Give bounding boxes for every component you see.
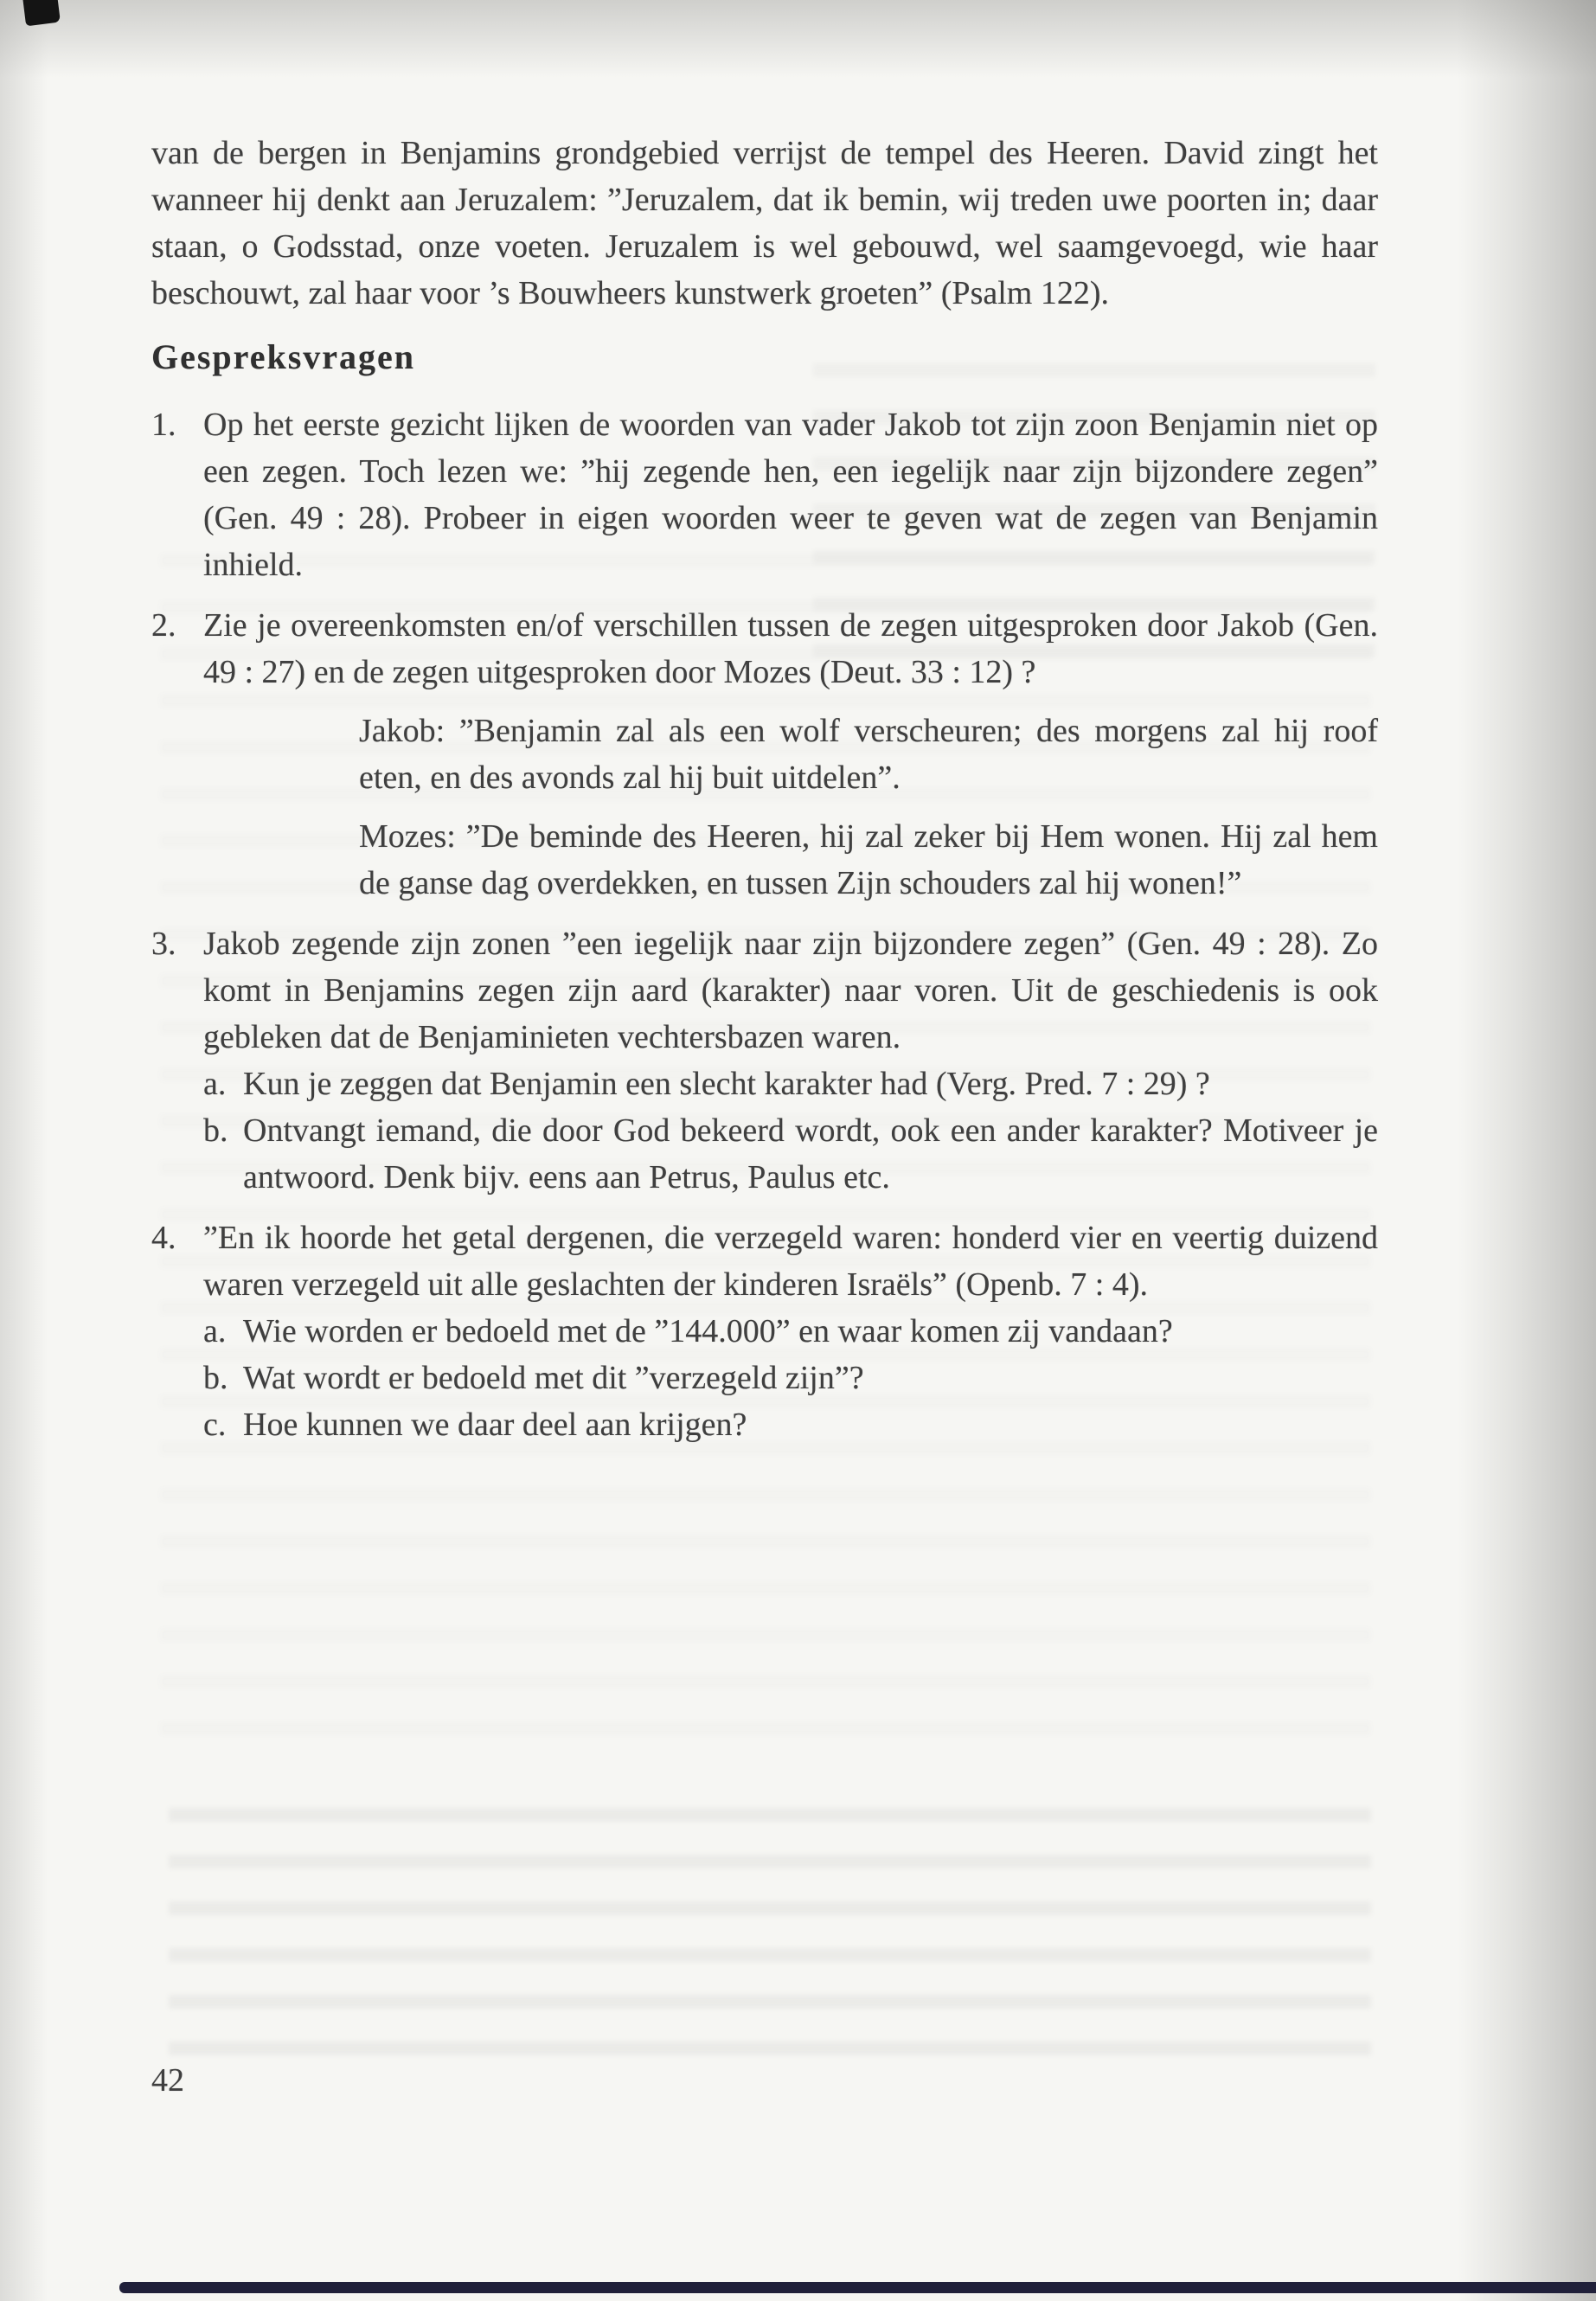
subitem-label: b.: [203, 1112, 228, 1149]
question-item-1: [151, 401, 1378, 588]
subitem-text: Kun je zeggen dat Benjamin een slecht karakter had (Verg. Pred. 7 : 29) ?: [243, 1066, 1210, 1102]
page-edge-shadow: [1458, 0, 1596, 2301]
scan-top-shadow: [0, 0, 1596, 78]
question-text: ”En ik hoorde het getal dergenen, die verzegeld waren: honderd vier en veertig duizend waren verzegeld uit alle geslachten der kinderen Israëls” (Openb. 7 : 4).: [203, 1220, 1378, 1303]
bleed-through-text: [169, 1808, 1371, 2067]
question-number: 4.: [151, 1220, 176, 1256]
subitem-b: [203, 1107, 1378, 1201]
subitem-label: c.: [203, 1407, 227, 1443]
subitem-label: b.: [203, 1360, 228, 1396]
question-text: Jakob zegende zijn zonen ”een iegelijk naar zijn bijzondere zegen” (Gen. 49 : 28). Zo komt in Benjamins zegen zijn aard (karakter) naar voren. Uit de geschiedenis is ook gebleken dat de Benjaminieten vechtersbazen waren.: [203, 926, 1378, 1055]
subitem-a: [203, 1061, 1378, 1107]
question-item-2: [151, 602, 1378, 907]
page-number: 42: [151, 2062, 184, 2099]
subitem-text: Hoe kunnen we daar deel aan krijgen?: [243, 1407, 747, 1443]
book-cover-edge: [119, 2282, 1596, 2293]
question-text: Op het eerste gezicht lijken de woorden van vader Jakob tot zijn zoon Benjamin niet op een zegen. Toch lezen we: ”hij zegende hen, een iegelijk naar zijn bijzondere zegen” (Gen. 49 : 28). Probeer in eigen woorden weer te geven wat de zegen van Benjamin inhield.: [203, 407, 1378, 583]
subitem-text: Wie worden er bedoeld met de ”144.000” en waar komen zij vandaan?: [243, 1313, 1173, 1349]
quote-jakob: Jakob: ”Benjamin zal als een wolf verscheuren; des morgens zal hij roof eten, en des avonds zal hij buit uitdelen”.: [359, 713, 1378, 796]
scan-corner-artifact: [22, 0, 61, 26]
subitem-text: Ontvangt iemand, die door God bekeerd wordt, ook een ander karakter? Motiveer je antwoord. Denk bijv. eens aan Petrus, Paulus etc.: [243, 1112, 1378, 1195]
subitem-c: [203, 1401, 1378, 1448]
subitem-label: a.: [203, 1313, 227, 1349]
quote-mozes: Mozes: ”De beminde des Heeren, hij zal zeker bij Hem wonen. Hij zal hem de ganse dag overdekken, en tussen Zijn schouders zal hij wonen!”: [359, 818, 1378, 901]
subitem-text: Wat wordt er bedoeld met dit ”verzegeld zijn”?: [243, 1360, 864, 1396]
subitem-b: [203, 1355, 1378, 1401]
section-heading: Gespreksvragen: [151, 337, 416, 376]
question-number: 3.: [151, 926, 176, 962]
question-text: Zie je overeenkomsten en/of verschillen tussen de zegen uitgesproken door Jakob (Gen. 49 : 27) en de zegen uitgesproken door Mozes (Deut. 33 : 12) ?: [203, 607, 1378, 690]
question-item-3: [151, 920, 1378, 1201]
text-block: [151, 130, 1378, 1462]
question-item-4: [151, 1215, 1378, 1448]
subitem-a: [203, 1308, 1378, 1355]
scan-left-shadow: [0, 0, 48, 2301]
question-number: 2.: [151, 607, 176, 644]
intro-paragraph: van de bergen in Benjamins grondgebied verrijst de tempel des Heeren. David zingt het wanneer hij denkt aan Jeruzalem: ”Jeruzalem, dat ik bemin, wij treden uwe poorten in; daar staan, o Godsstad, onze voeten. Jeruzalem is wel gebouwd, wel saamgevoegd, wie haar beschouwt, zal haar voor ’s Bouwheers kunstwerk groeten” (Psalm 122).: [151, 135, 1378, 311]
subitem-label: a.: [203, 1066, 227, 1102]
question-number: 1.: [151, 407, 176, 443]
